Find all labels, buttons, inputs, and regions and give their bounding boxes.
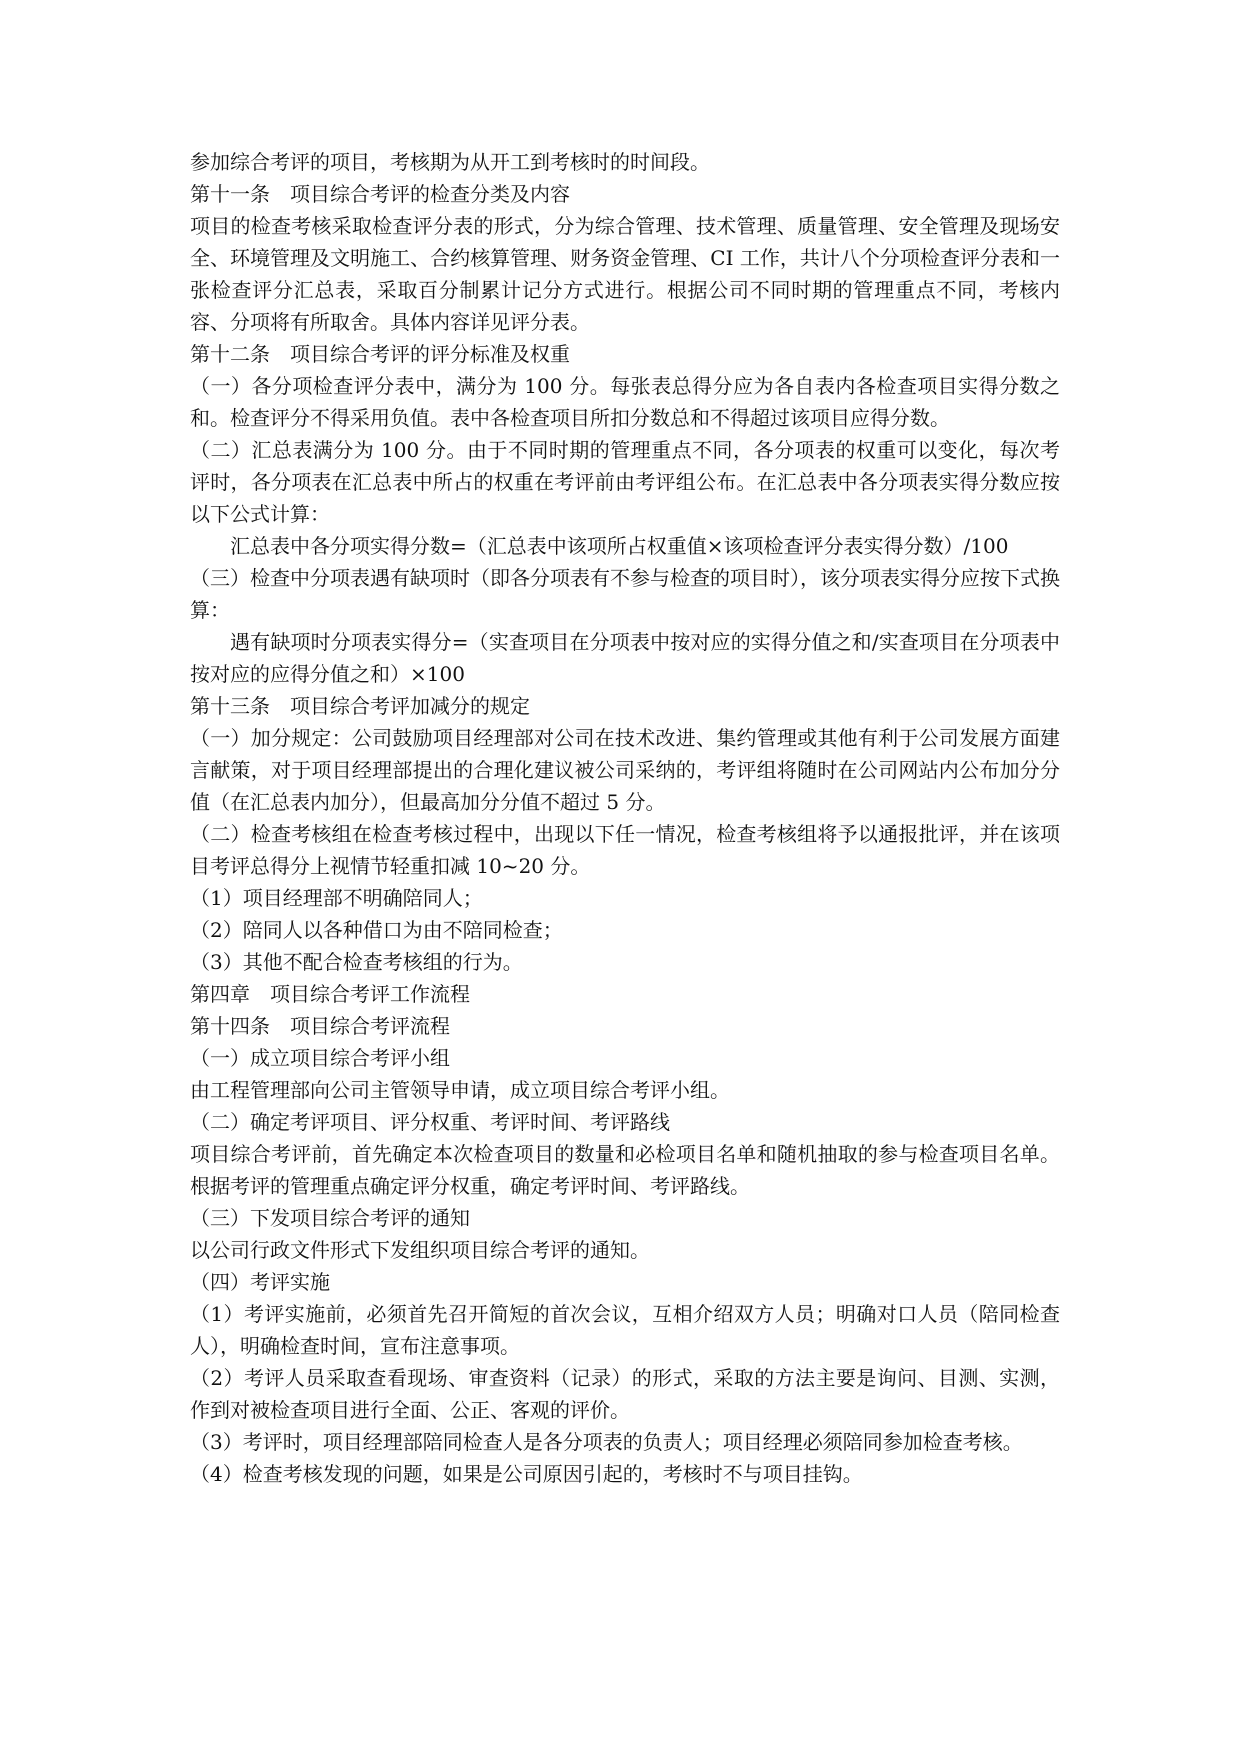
list-item: （4）检查考核发现的问题，如果是公司原因引起的，考核时不与项目挂钩。 <box>190 1462 863 1486</box>
formula-paragraph: 汇总表中各分项实得分数=（汇总表中该项所占权重值×该项检查评分表实得分数）/100 <box>230 534 1009 558</box>
list-item: （1）项目经理部不明确陪同人； <box>190 886 483 910</box>
article-heading: 第十三条 项目综合考评加减分的规定 <box>190 694 530 718</box>
paragraph: （一）加分规定：公司鼓励项目经理部对公司在技术改进、集约管理或其他有利于公司发展方面建言献策，对于项目经理部提出的合理化建议被公司采纳的，考评组将随时在公司网站内公布加分分值（在汇总表内加分），但最高加分分值不超过 5 分。 <box>190 726 1060 814</box>
paragraph: 参加综合考评的项目，考核期为从开工到考核时的时间段。 <box>190 150 710 174</box>
article-heading: 第十二条 项目综合考评的评分标准及权重 <box>190 342 570 366</box>
paragraph: （一）各分项检查评分表中，满分为 100 分。每张表总得分应为各自表内各检查项目实得分数之和。检查评分不得采用负值。表中各检查项目所扣分数总和不得超过该项目应得分数。 <box>190 374 1060 430</box>
document-page <box>190 146 1060 1490</box>
article-heading: 第十四条 项目综合考评流程 <box>190 1014 450 1038</box>
list-item: （2）考评人员采取查看现场、审查资料（记录）的形式，采取的方法主要是询问、目测、实测，作到对被检查项目进行全面、公正、客观的评价。 <box>190 1366 1060 1422</box>
paragraph: （四）考评实施 <box>190 1270 330 1294</box>
paragraph: （二）检查考核组在检查考核过程中，出现以下任一情况，检查考核组将予以通报批评，并在该项目考评总得分上视情节轻重扣减 10~20 分。 <box>190 822 1060 878</box>
paragraph: 项目综合考评前，首先确定本次检查项目的数量和必检项目名单和随机抽取的参与检查项目名单。根据考评的管理重点确定评分权重，确定考评时间、考评路线。 <box>190 1142 1060 1198</box>
paragraph: （三）下发项目综合考评的通知 <box>190 1206 470 1230</box>
paragraph: 由工程管理部向公司主管领导申请，成立项目综合考评小组。 <box>190 1078 730 1102</box>
paragraph: （二）汇总表满分为 100 分。由于不同时期的管理重点不同，各分项表的权重可以变化，每次考评时，各分项表在汇总表中所占的权重在考评前由考评组公布。在汇总表中各分项表实得分数应按以下公式计算： <box>190 438 1060 526</box>
paragraph: （二）确定考评项目、评分权重、考评时间、考评路线 <box>190 1110 670 1134</box>
list-item: （1）考评实施前，必须首先召开简短的首次会议，互相介绍双方人员；明确对口人员（陪同检查人），明确检查时间，宣布注意事项。 <box>190 1302 1060 1358</box>
paragraph: （三）检查中分项表遇有缺项时（即各分项表有不参与检查的项目时），该分项表实得分应按下式换算： <box>190 566 1060 622</box>
list-item: （2）陪同人以各种借口为由不陪同检查； <box>190 918 563 942</box>
paragraph: 项目的检查考核采取检查评分表的形式，分为综合管理、技术管理、质量管理、安全管理及现场安全、环境管理及文明施工、合约核算管理、财务资金管理、CI 工作，共计八个分项检查评分表和一张检查评分汇总表，采取百分制累计记分方式进行。根据公司不同时期的管理重点不同，考核内容、分项将有所取舍。具体内容详见评分表。 <box>190 214 1060 334</box>
chapter-heading: 第四章 项目综合考评工作流程 <box>190 982 470 1006</box>
formula-paragraph: 遇有缺项时分项表实得分=（实查项目在分项表中按对应的实得分值之和/实查项目在分项表中按对应的应得分值之和）×100 <box>190 630 1060 686</box>
article-heading: 第十一条 项目综合考评的检查分类及内容 <box>190 182 570 206</box>
paragraph: （一）成立项目综合考评小组 <box>190 1046 450 1070</box>
list-item: （3）考评时，项目经理部陪同检查人是各分项表的负责人；项目经理必须陪同参加检查考核。 <box>190 1430 1023 1454</box>
paragraph: 以公司行政文件形式下发组织项目综合考评的通知。 <box>190 1238 650 1262</box>
list-item: （3）其他不配合检查考核组的行为。 <box>190 950 523 974</box>
